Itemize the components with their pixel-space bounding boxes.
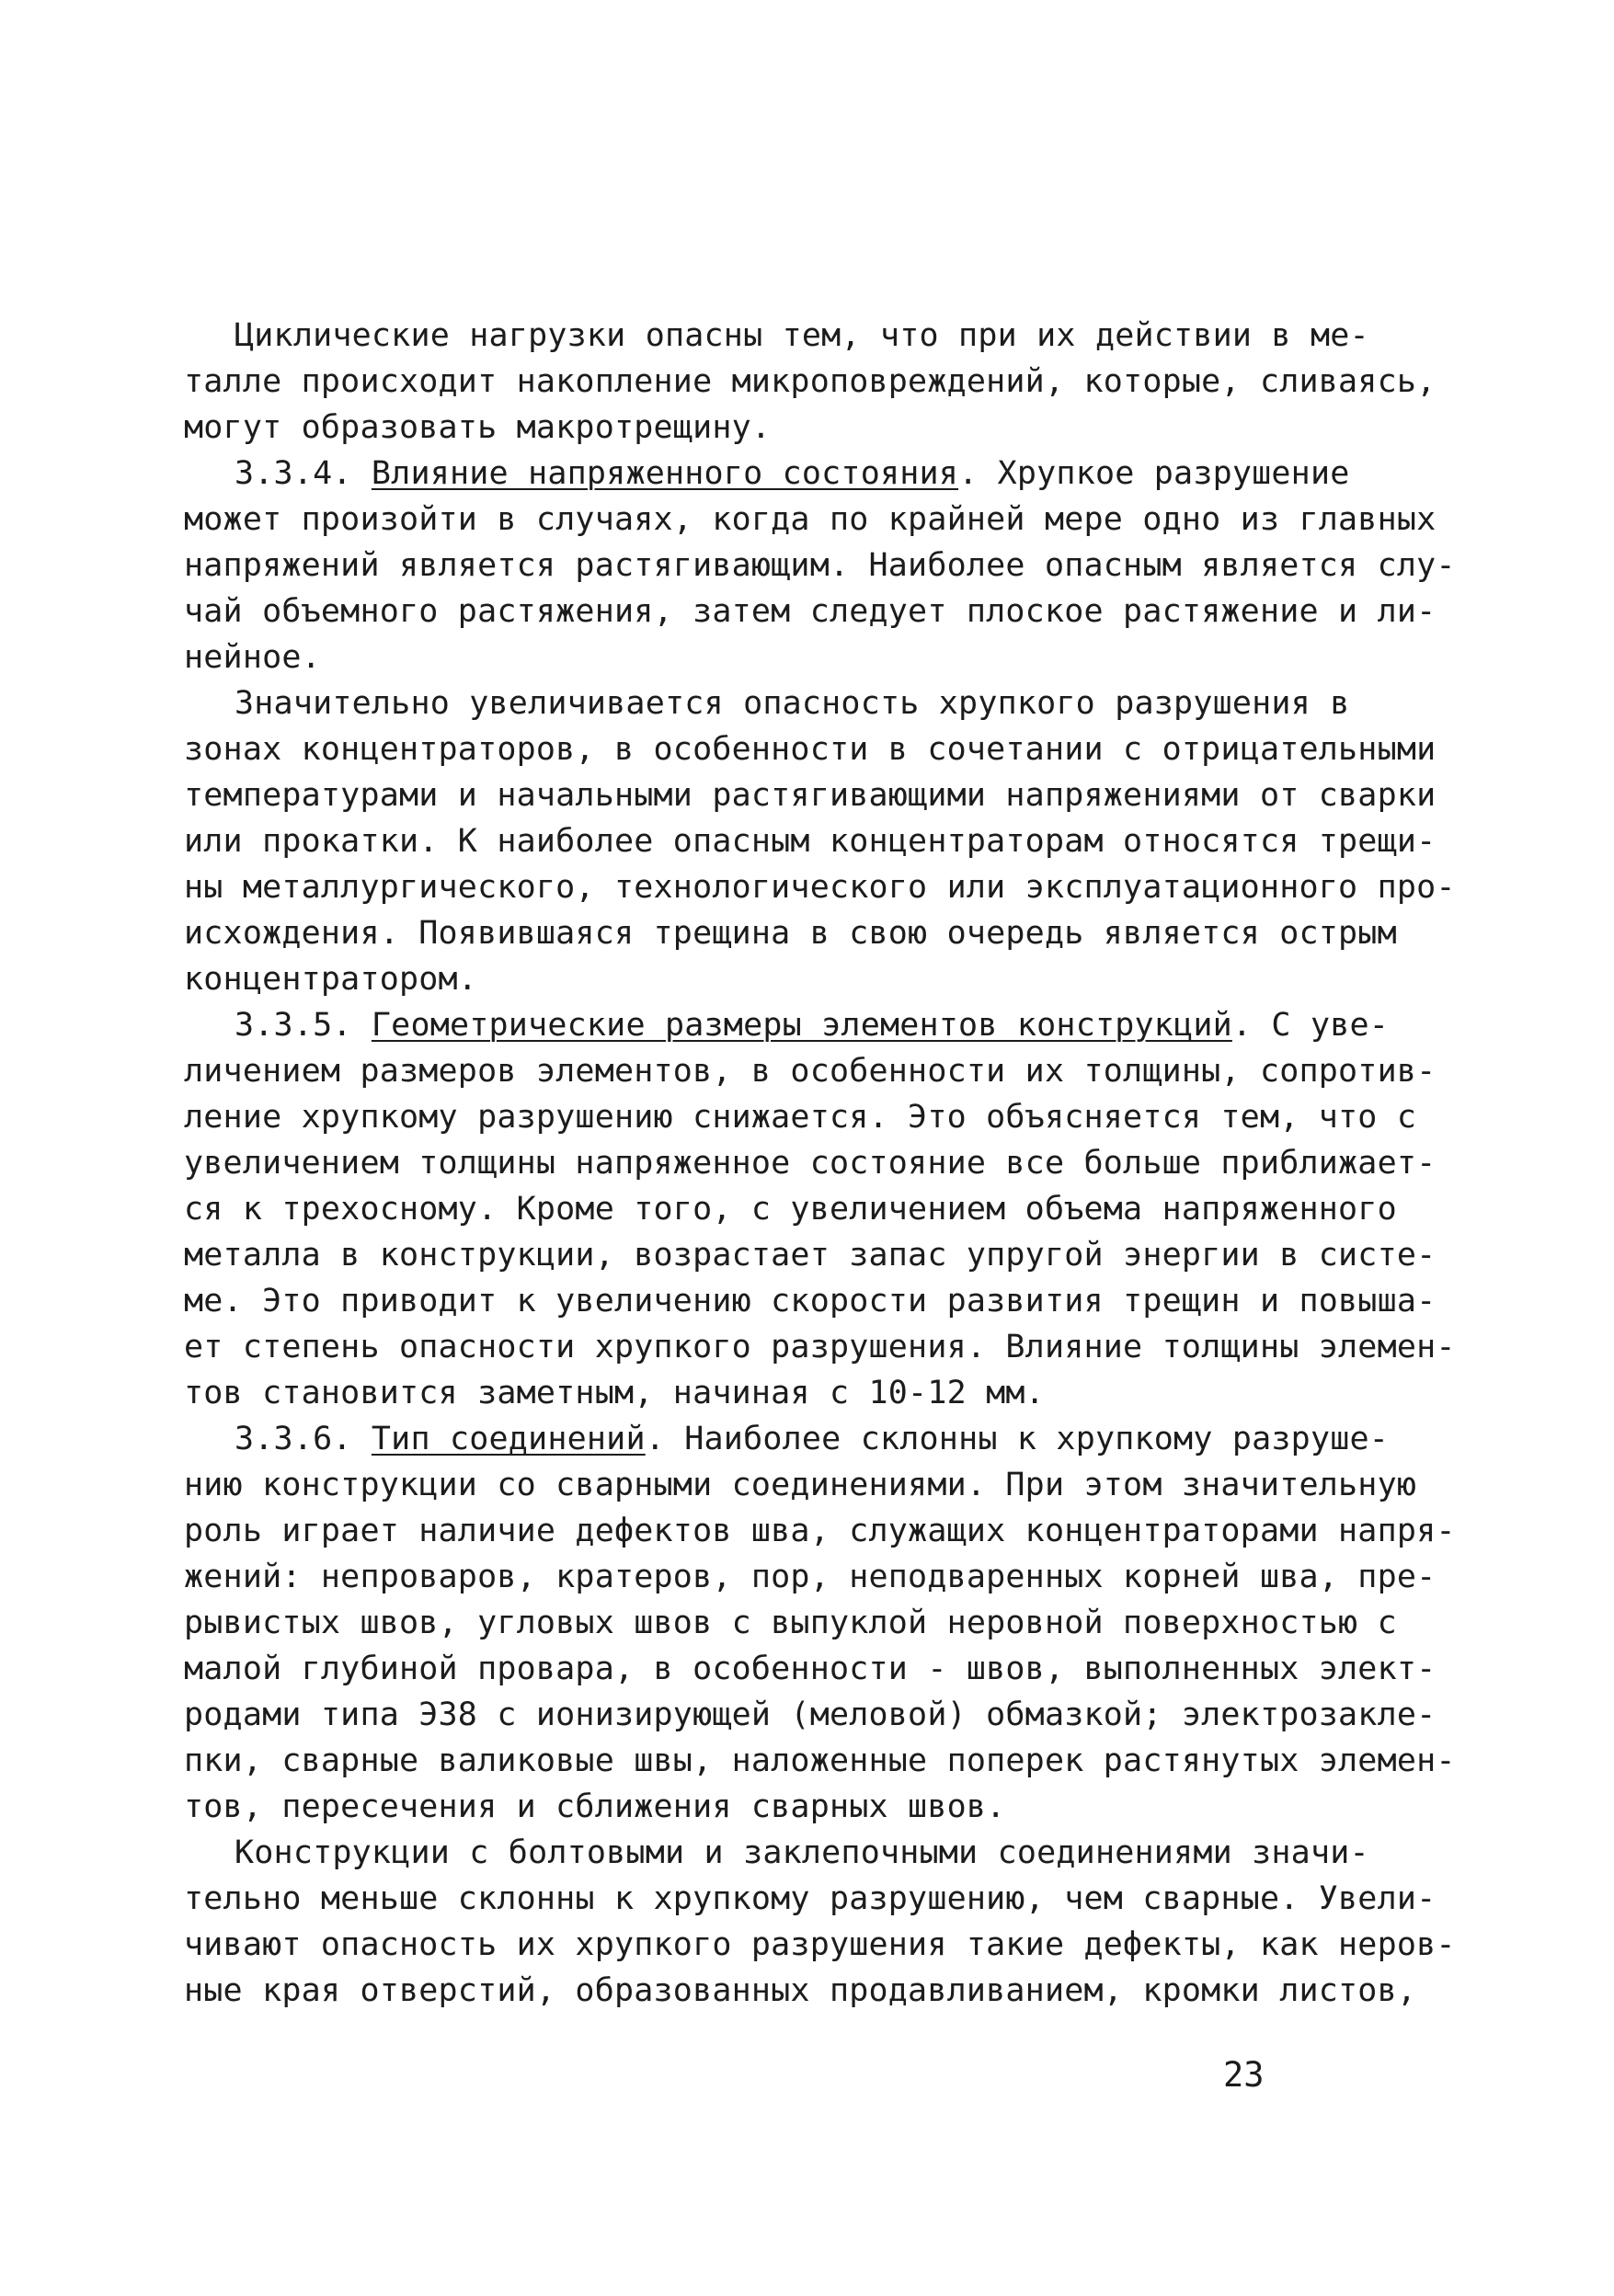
text-segment: нию конструкции со сварными соединениями. При этом значительную	[184, 1467, 1417, 1503]
text-line	[184, 313, 1369, 359]
text-line	[184, 1324, 1456, 1370]
text-segment: чай объемного растяжения, затем следует плоское растяжение и ли-	[184, 593, 1437, 630]
text-segment: тельно меньше склонны к хрупкому разрушению, чем сварные. Увели-	[184, 1880, 1437, 1917]
text-line	[184, 1278, 1437, 1324]
text-segment: ление хрупкому разрушению снижается. Это объясняется тем, что с	[184, 1099, 1417, 1136]
text-segment: ны металлургического, технологического или эксплуатационного про-	[184, 869, 1456, 906]
text-segment: . С уве-	[1231, 1007, 1390, 1044]
text-line	[184, 1370, 1343, 1416]
text-line	[184, 1922, 1456, 1968]
text-line	[184, 543, 1456, 588]
text-line	[184, 634, 1343, 680]
text-segment: увеличением толщины напряженное состояние все больше приближает-	[184, 1145, 1437, 1182]
text-segment: ные края отверстий, образованных продавливанием, кромки листов,	[184, 1972, 1417, 2009]
body-text	[184, 313, 1456, 2014]
text-line	[184, 1646, 1437, 1692]
text-segment: 3.3.5.	[235, 1007, 372, 1044]
text-segment: 3.3.4.	[235, 455, 372, 492]
text-segment: может произойти в случаях, когда по крайней мере одно из главных	[184, 501, 1437, 538]
text-line	[184, 1508, 1456, 1554]
text-segment: . Наиболее склонны к хрупкому разруше-	[645, 1421, 1390, 1457]
text-segment: малой глубиной провара, в особенности - швов, выполненных элект-	[184, 1651, 1437, 1687]
text-line	[184, 680, 1350, 726]
text-line	[184, 1738, 1456, 1784]
text-segment: родами типа Э38 с ионизирующей (меловой) обмазкой; электрозакле-	[184, 1696, 1437, 1733]
text-line	[184, 1048, 1437, 1094]
text-line	[184, 1784, 1343, 1830]
text-line	[184, 772, 1437, 818]
text-segment: жений: непроваров, кратеров, пор, неподваренных корней шва, пре-	[184, 1559, 1437, 1595]
text-line	[184, 956, 1343, 1002]
text-line	[184, 1186, 1397, 1232]
text-line	[184, 864, 1456, 910]
text-line	[184, 1554, 1437, 1600]
text-segment: тов, пересечения и сближения сварных швов.	[184, 1788, 1006, 1825]
text-line	[184, 1692, 1437, 1738]
text-segment: напряжений является растягивающим. Наиболее опасным является слу-	[184, 547, 1456, 584]
text-segment: Значительно увеличивается опасность хрупкого разрушения в	[235, 685, 1350, 722]
text-line	[184, 1968, 1417, 2014]
text-segment: исхождения. Появившаяся трещина в свою очередь является острым	[184, 915, 1397, 952]
text-segment: зонах концентраторов, в особенности в сочетании с отрицательными	[184, 731, 1437, 768]
text-segment: . Хрупкое разрушение	[958, 455, 1350, 492]
text-segment: или прокатки. К наиболее опасным концентраторам относятся трещи-	[184, 823, 1437, 860]
text-segment: могут образовать макротрещину.	[184, 409, 772, 446]
text-line	[184, 1830, 1369, 1876]
text-segment: Конструкции с болтовыми и заклепочными соединениями значи-	[235, 1834, 1369, 1871]
text-line	[184, 1232, 1437, 1278]
text-segment: талле происходит накопление микроповреждений, которые, сливаясь,	[184, 363, 1437, 400]
text-line	[184, 726, 1437, 772]
text-segment: металла в конструкции, возрастает запас упругой энергии в систе-	[184, 1237, 1437, 1274]
page-number: 23	[1223, 2055, 1265, 2095]
text-segment: ет степень опасности хрупкого разрушения. Влияние толщины элемен-	[184, 1329, 1456, 1365]
section-heading: Влияние напряженного состояния	[371, 455, 959, 492]
text-segment: тов становится заметным, начиная с 10-12 мм.	[184, 1375, 1045, 1411]
text-line	[184, 1876, 1437, 1922]
text-line	[184, 1094, 1417, 1140]
text-line	[184, 405, 1343, 451]
text-line	[184, 1600, 1397, 1646]
section-heading: Тип соединений	[371, 1421, 646, 1457]
text-segment: ме. Это приводит к увеличению скорости развития трещин и повыша-	[184, 1283, 1437, 1319]
text-segment: концентратором.	[184, 961, 478, 998]
text-line	[184, 1462, 1417, 1508]
text-line	[184, 359, 1437, 405]
text-line	[184, 1002, 1390, 1048]
text-line	[184, 497, 1437, 543]
text-line	[184, 1140, 1437, 1186]
text-segment: роль играет наличие дефектов шва, служащих концентраторами напря-	[184, 1513, 1456, 1549]
text-segment: ся к трехосному. Кроме того, с увеличением объема напряженного	[184, 1191, 1397, 1228]
text-segment: температурами и начальными растягивающими напряжениями от сварки	[184, 777, 1437, 814]
text-segment: Циклические нагрузки опасны тем, что при их действии в ме-	[235, 317, 1369, 354]
text-line	[184, 910, 1397, 956]
text-segment: личением размеров элементов, в особенности их толщины, сопротив-	[184, 1053, 1437, 1090]
text-segment: 3.3.6.	[235, 1421, 372, 1457]
text-segment: нейное.	[184, 639, 321, 676]
text-segment: пки, сварные валиковые швы, наложенные поперек растянутых элемен-	[184, 1742, 1456, 1779]
text-line	[184, 588, 1437, 634]
text-segment: рывистых швов, угловых швов с выпуклой неровной поверхностью с	[184, 1605, 1397, 1641]
text-segment: чивают опасность их хрупкого разрушения такие дефекты, как неров-	[184, 1926, 1456, 1963]
section-heading: Геометрические размеры элементов конструкций	[371, 1007, 1232, 1044]
text-line	[184, 1416, 1390, 1462]
text-line	[184, 818, 1437, 864]
text-line	[184, 451, 1350, 497]
